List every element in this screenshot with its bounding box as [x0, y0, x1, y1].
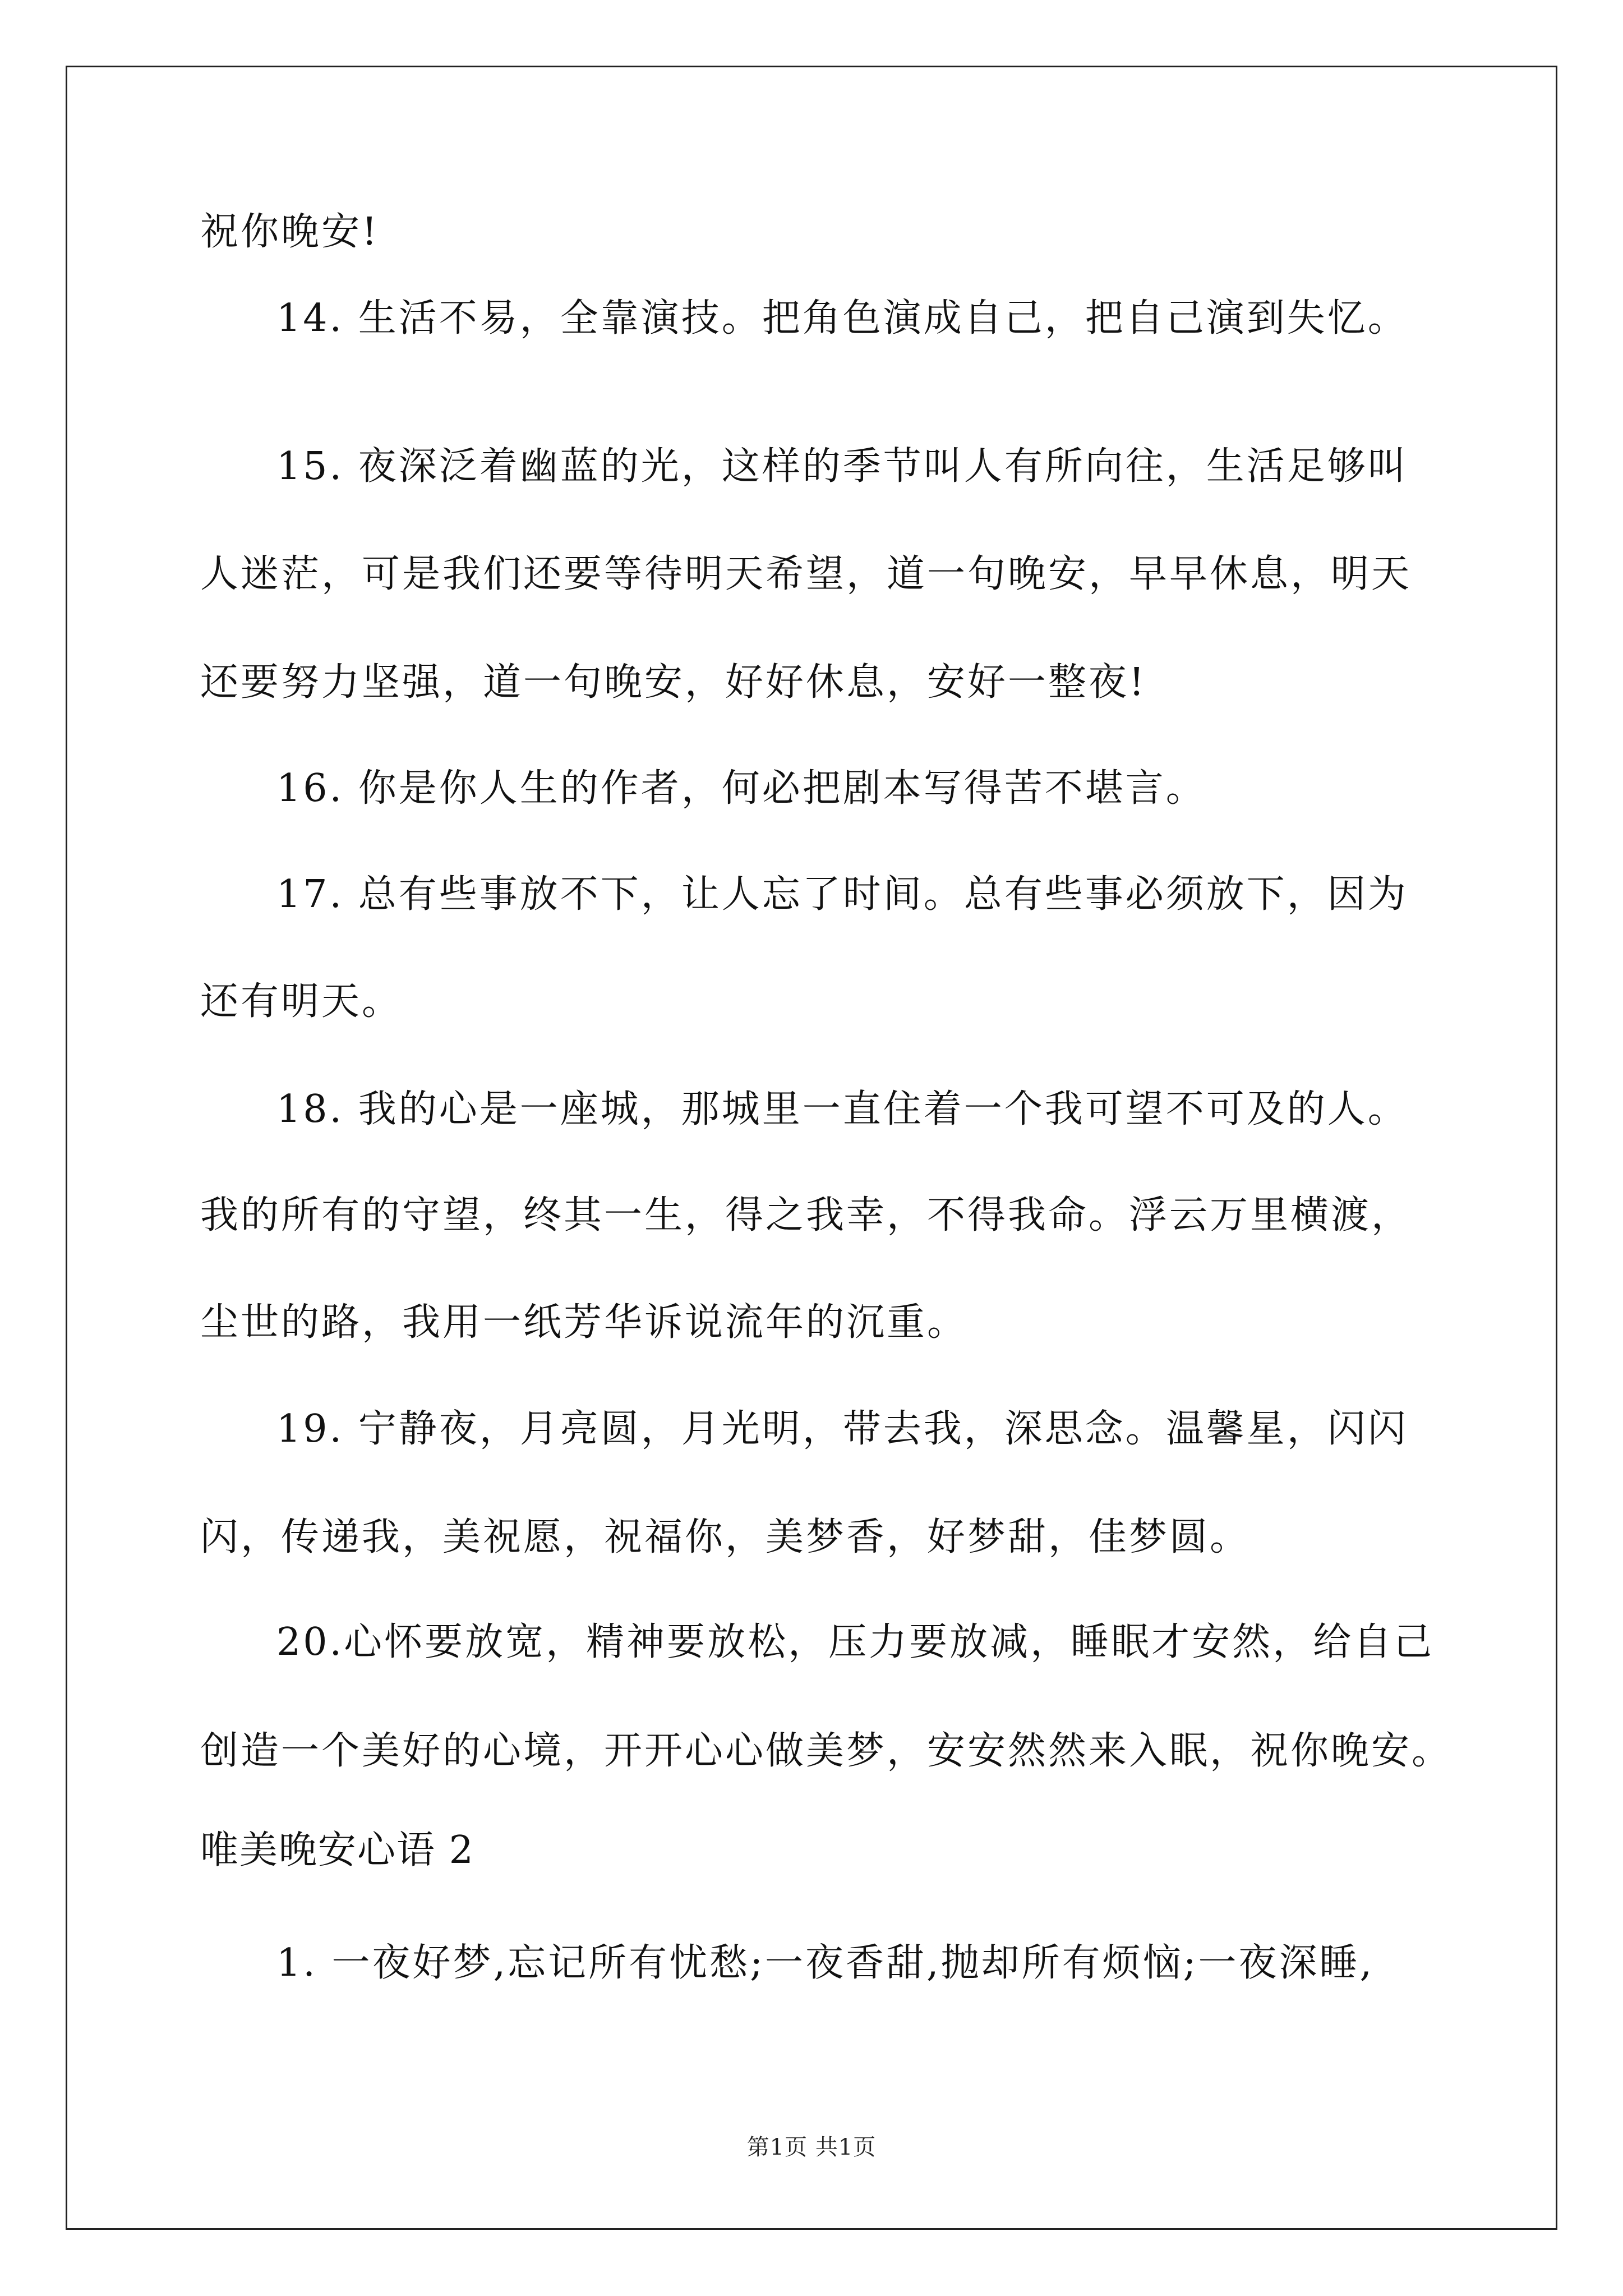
text-line: 20.心怀要放宽，精神要放松，压力要放减，睡眠才安然，给自己	[276, 1620, 1435, 1664]
text-line: 17. 总有些事放不下，让人忘了时间。总有些事必须放下，因为	[276, 872, 1408, 917]
text-line: 14. 生活不易，全靠演技。把角色演成自己，把自己演到失忆。	[276, 296, 1408, 341]
text-line: 祝你晚安!	[200, 210, 380, 254]
text-line: 还有明天。	[200, 979, 403, 1024]
text-line: 闪，传递我，美祝愿，祝福你，美梦香，好梦甜，佳梦圆。	[200, 1515, 1251, 1559]
text-line: 19. 宁静夜，月亮圆，月光明，带去我，深思念。温馨星，闪闪	[276, 1407, 1408, 1451]
text-line: 1. 一夜好梦,忘记所有忧愁;一夜香甜,抛却所有烦恼;一夜深睡,	[276, 1941, 1375, 1985]
text-line: 尘世的路，我用一纸芳华诉说流年的沉重。	[200, 1300, 968, 1345]
text-line: 15. 夜深泛着幽蓝的光，这样的季节叫人有所向往，生活足够叫	[276, 444, 1408, 489]
text-line: 还要努力坚强，道一句晚安，好好休息，安好一整夜!	[200, 660, 1147, 705]
section-heading: 唯美晚安心语 2	[200, 1828, 474, 1872]
text-line: 我的所有的守望，终其一生，得之我幸，不得我命。浮云万里横渡，	[200, 1193, 1412, 1237]
text-line: 创造一个美好的心境，开开心心做美梦，安安然然来入眠，祝你晚安。	[200, 1729, 1453, 1773]
page-border	[66, 66, 1557, 2230]
text-line: 16. 你是你人生的作者，何必把剧本写得苦不堪言。	[276, 766, 1206, 811]
page-number: 第1页 共1页	[746, 2134, 877, 2160]
text-line: 18. 我的心是一座城，那城里一直住着一个我可望不可及的人。	[276, 1087, 1408, 1131]
text-line: 人迷茫，可是我们还要等待明天希望，道一句晚安，早早休息，明天	[200, 552, 1412, 596]
